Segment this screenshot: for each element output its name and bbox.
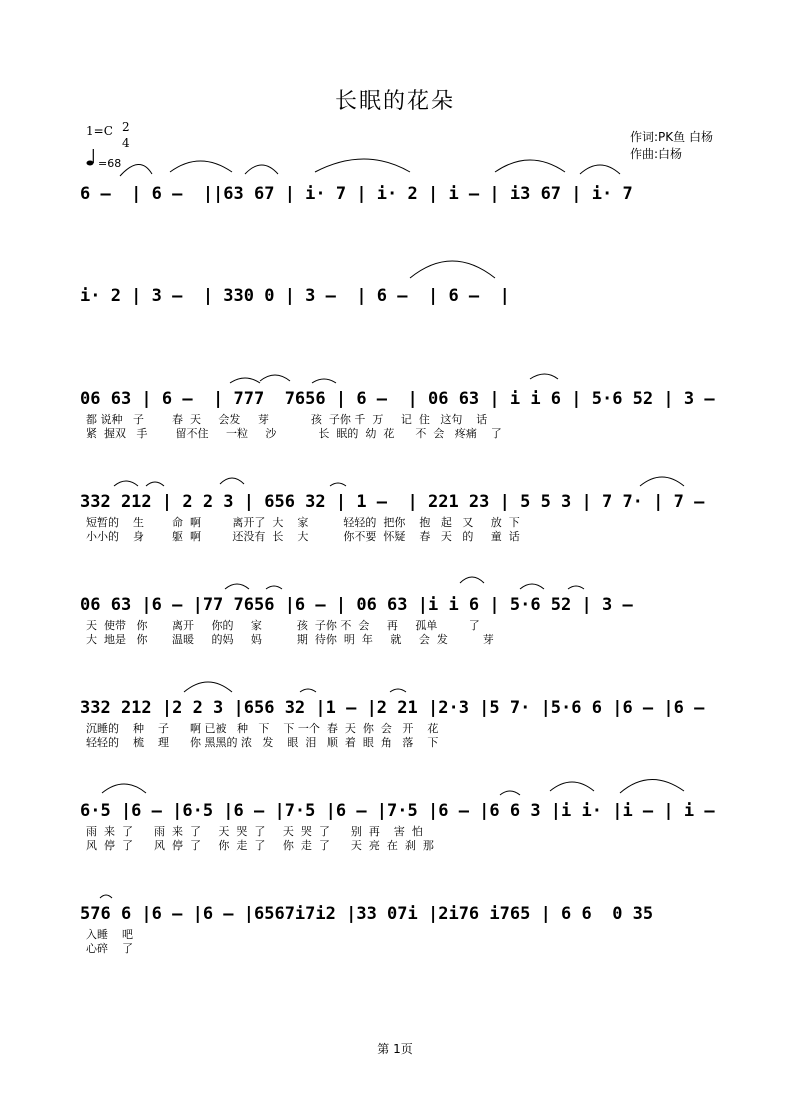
lyric-line-2: 风 停 了 风 停 了 你 走 了 你 走 了 天 亮 在 刹 那 (86, 839, 434, 852)
notation-line: 332 212 | 2 2 3 | 656 32 | 1 – | 221 23 | 5 5 3 | 7 7· | 7 – (80, 492, 705, 512)
notation-line: 6 – | 6 – ||63 67 | i· 7 | i· 2 | i – | i3 67 | i· 7 (80, 184, 633, 204)
lyric-line-1: 天 使带 你 离开 你的 家 孩 子你 不 会 再 孤单 了 (86, 619, 480, 632)
notation-line: 6·5 |6 – |6·5 |6 – |7·5 |6 – |7·5 |6 – |6 6 3 |i i· |i – | i – (80, 801, 715, 821)
notation-line: 332 212 |2 2 3 |656 32 |1 – |2 21 |2·3 |5 7· |5·6 6 |6 – |6 – (80, 698, 705, 718)
lyric-line-2: 大 地是 你 温暖 的妈 妈 期 待你 明 年 就 会 发 芽 (86, 633, 494, 646)
slur-marks (80, 250, 730, 284)
time-signature-top: 2 (122, 120, 130, 134)
notation-line: 06 63 | 6 – | 777 7656 | 6 – | 06 63 | i i 6 | 5·6 52 | 3 – (80, 389, 715, 409)
lyric-line-1: 入睡 吧 (86, 928, 133, 941)
lyric-line-2: 心碎 了 (86, 942, 133, 955)
slur-marks (80, 567, 730, 593)
lyric-line-1: 短暂的 生 命 啊 离开了 大 家 轻轻的 把你 抱 起 又 放 下 (86, 516, 520, 529)
slur-marks (80, 464, 730, 490)
lyric-line-1: 沉睡的 种 子 啊 已被 种 下 下 一个 春 天 你 会 开 花 (86, 722, 439, 735)
lyric-line-1: 雨 来 了 雨 来 了 天 哭 了 天 哭 了 别 再 害 怕 (86, 825, 423, 838)
notation-line: i· 2 | 3 – | 330 0 | 3 – | 6 – | 6 – | (80, 286, 510, 306)
lyric-line-2: 紧 握双 手 留不住 一粒 沙 长 眠的 幼 花 不 会 疼痛 了 (86, 427, 502, 440)
key-signature: 1=C (86, 124, 113, 138)
lyric-line-2: 小小的 身 躯 啊 还没有 长 大 你不要 怀疑 春 天 的 童 话 (86, 530, 520, 543)
lyric-line-1: 都 说种 子 春 天 会发 芽 孩 子你 千 万 记 住 这句 话 (86, 413, 488, 426)
tempo-marking: =68 (98, 157, 122, 170)
notation-line: 576 6 |6 – |6 – |6567i7i2 |33 07i |2i76 i765 | 6 6 0 35 (80, 904, 654, 924)
slur-marks (80, 771, 730, 799)
page-number: 第 1页 (377, 1042, 413, 1056)
song-title: 长眠的花朵 (334, 89, 455, 114)
composer-credit: 作曲:白杨 (630, 147, 683, 161)
slur-marks (80, 668, 730, 696)
lyric-line-2: 轻轻的 梳 理 你 黑黑的 浓 发 眼 泪 顺 着 眼 角 落 下 (86, 736, 439, 749)
lyricist-credit: 作词:PK鱼 白杨 (630, 130, 713, 144)
slur-marks (80, 152, 730, 182)
time-signature-bottom: 4 (122, 136, 130, 150)
notation-line: 06 63 |6 – |77 7656 |6 – | 06 63 |i i 6 | 5·6 52 | 3 – (80, 595, 633, 615)
slur-marks (80, 363, 730, 387)
